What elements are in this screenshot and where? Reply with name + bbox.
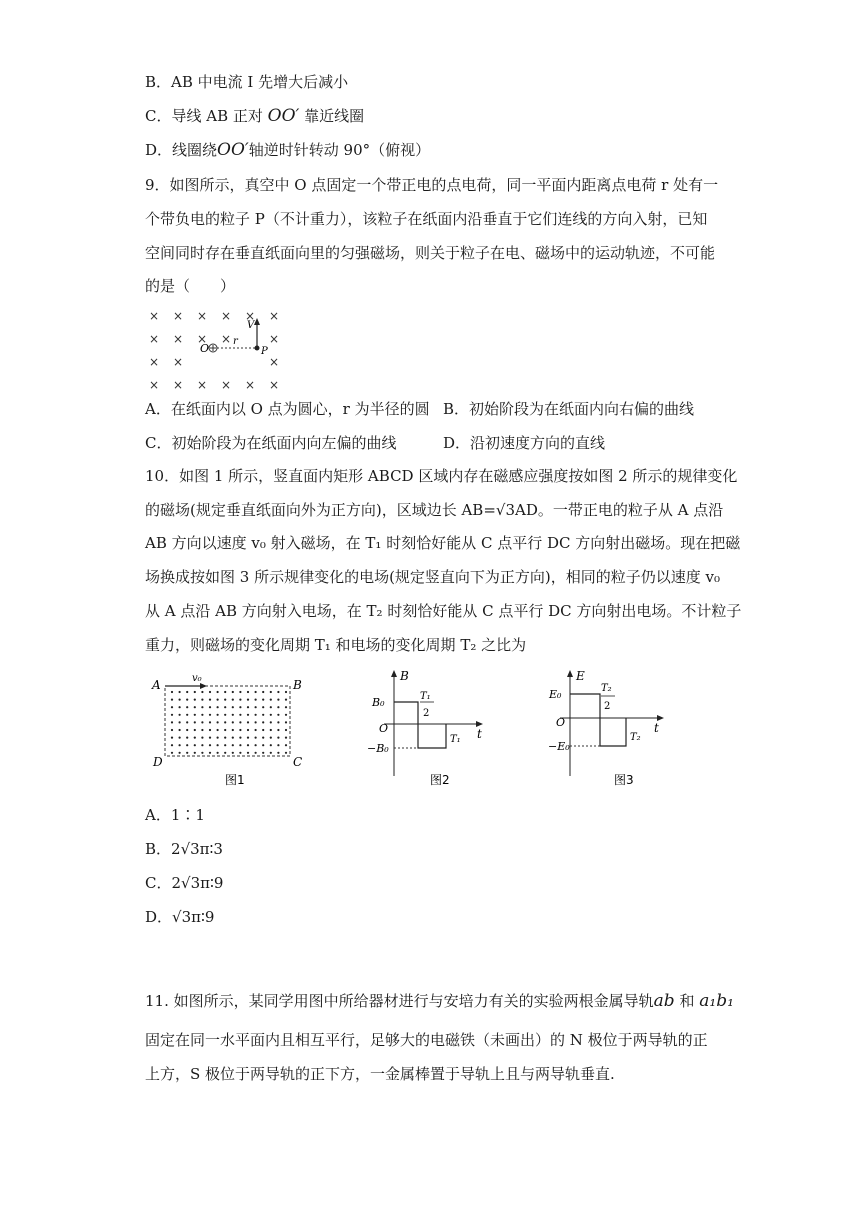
field-dot bbox=[224, 737, 226, 739]
field-dot bbox=[270, 721, 272, 723]
field-cross-mark: × bbox=[269, 332, 280, 346]
field-dot bbox=[171, 699, 173, 701]
field-dot bbox=[186, 729, 188, 731]
field-cross-mark: × bbox=[245, 378, 256, 392]
field-dot bbox=[194, 721, 196, 723]
half-period-denominator: 2 bbox=[423, 708, 430, 719]
field-dot bbox=[232, 752, 234, 754]
q8-option-c: C．导线 AB 正对 OO′ 靠近线圈 bbox=[145, 106, 365, 126]
field-dot bbox=[209, 744, 211, 746]
field-dot bbox=[262, 729, 264, 731]
field-dot bbox=[171, 729, 173, 731]
q9-stem-line-3: 空间同时存在垂直纸面向里的匀强磁场，则关于粒子在电、磁场中的运动轨迹，不可能 bbox=[145, 244, 716, 262]
field-dot bbox=[201, 714, 203, 716]
label-A: A bbox=[152, 678, 161, 692]
field-dot bbox=[270, 744, 272, 746]
field-cross-mark: × bbox=[173, 378, 184, 392]
field-dot bbox=[255, 729, 257, 731]
label-r: r bbox=[233, 336, 238, 347]
field-dot bbox=[239, 737, 241, 739]
field-dot bbox=[201, 729, 203, 731]
field-dot bbox=[239, 729, 241, 731]
field-dot bbox=[255, 714, 257, 716]
axis-x-label: t bbox=[654, 721, 659, 735]
field-dot bbox=[262, 721, 264, 723]
field-dot bbox=[262, 691, 264, 693]
field-dot bbox=[171, 752, 173, 754]
q11-stem-line-3: 上方，S 极位于两导轨的正下方，一金属棒置于导轨上且与两导轨垂直. bbox=[145, 1065, 615, 1083]
field-dot bbox=[277, 752, 279, 754]
field-dot bbox=[194, 752, 196, 754]
field-dot bbox=[224, 706, 226, 708]
half-period-denominator: 2 bbox=[604, 701, 611, 712]
field-dot bbox=[217, 744, 219, 746]
label-v0: v₀ bbox=[192, 673, 202, 684]
q9-option-b: B．初始阶段为在纸面内向右偏的曲线 bbox=[443, 400, 695, 418]
field-dot bbox=[217, 706, 219, 708]
field-cross-mark: × bbox=[269, 378, 280, 392]
field-dot bbox=[217, 752, 219, 754]
field-dot bbox=[255, 744, 257, 746]
field-cross-mark: × bbox=[221, 309, 232, 323]
field-dot bbox=[217, 714, 219, 716]
field-cross-mark: × bbox=[221, 378, 232, 392]
origin-label: O bbox=[379, 722, 389, 735]
field-dot bbox=[239, 714, 241, 716]
caption-fig1: 图1 bbox=[225, 773, 245, 787]
field-cross-mark: × bbox=[149, 332, 160, 346]
q9-stem-line-2: 个带负电的粒子 P（不计重力），该粒子在纸面内沿垂直于它们连线的方向入射，已知 bbox=[145, 210, 708, 228]
field-dot bbox=[285, 691, 287, 693]
positive-pulse bbox=[570, 694, 600, 718]
field-dot bbox=[179, 691, 181, 693]
label-B: B bbox=[293, 678, 302, 692]
label-D: D bbox=[153, 755, 163, 769]
label-C: C bbox=[293, 755, 303, 769]
field-dot bbox=[255, 691, 257, 693]
field-dot bbox=[171, 714, 173, 716]
field-dot bbox=[262, 744, 264, 746]
field-dot bbox=[239, 691, 241, 693]
full-period-label: T₂ bbox=[630, 732, 641, 743]
q9-option-a: A．在纸面内以 O 点为圆心，r 为半径的圆 bbox=[145, 400, 430, 418]
field-dot bbox=[232, 699, 234, 701]
field-dot bbox=[247, 752, 249, 754]
q9-option-d: D．沿初速度方向的直线 bbox=[443, 434, 606, 452]
field-dot bbox=[186, 737, 188, 739]
field-dot bbox=[232, 691, 234, 693]
q10-figure-3 bbox=[548, 666, 673, 790]
field-dot bbox=[171, 744, 173, 746]
field-dot bbox=[262, 699, 264, 701]
field-dot bbox=[201, 699, 203, 701]
field-dot bbox=[285, 752, 287, 754]
field-cross-mark: × bbox=[197, 378, 208, 392]
field-cross-mark: × bbox=[221, 332, 232, 346]
field-dot bbox=[194, 737, 196, 739]
field-dot bbox=[194, 714, 196, 716]
field-dot bbox=[179, 721, 181, 723]
field-dot bbox=[285, 699, 287, 701]
field-dot bbox=[224, 744, 226, 746]
field-dot bbox=[209, 721, 211, 723]
field-dot bbox=[194, 729, 196, 731]
neg-value-label: −E₀ bbox=[548, 740, 570, 753]
field-dot bbox=[247, 691, 249, 693]
field-dot bbox=[255, 737, 257, 739]
q9-figure-magnetic-field bbox=[143, 302, 283, 394]
label-V: V bbox=[247, 320, 255, 331]
axis-y-label: E bbox=[576, 669, 585, 683]
q10-stem-line-3: AB 方向以速度 v₀ 射入磁场，在 T₁ 时刻恰好能从 C 点平行 DC 方向射出磁场。现在把磁 bbox=[145, 534, 741, 552]
field-cross-mark: × bbox=[173, 332, 184, 346]
field-dot bbox=[179, 744, 181, 746]
field-dot bbox=[186, 706, 188, 708]
q9-stem-line-1: 9．如图所示，真空中 O 点固定一个带正电的点电荷，同一平面内距离点电荷 r 处有一 bbox=[145, 176, 719, 194]
field-dot bbox=[277, 721, 279, 723]
field-dot bbox=[255, 706, 257, 708]
field-dot bbox=[186, 744, 188, 746]
field-dot bbox=[285, 706, 287, 708]
q10-stem-line-5: 从 A 点沿 AB 方向射入电场，在 T₂ 时刻恰好能从 C 点平行 DC 方向射出电场。不计粒子 bbox=[145, 602, 742, 620]
field-dot bbox=[277, 744, 279, 746]
field-dot bbox=[179, 699, 181, 701]
field-dot bbox=[201, 737, 203, 739]
field-dot bbox=[201, 721, 203, 723]
field-dot bbox=[224, 752, 226, 754]
field-dot bbox=[186, 714, 188, 716]
field-dot bbox=[194, 706, 196, 708]
field-dot bbox=[232, 714, 234, 716]
particle-p-dot bbox=[255, 346, 260, 351]
label-O: O bbox=[200, 342, 210, 355]
field-dot bbox=[239, 721, 241, 723]
field-cross-mark: × bbox=[173, 309, 184, 323]
field-dot bbox=[217, 721, 219, 723]
field-dot bbox=[239, 699, 241, 701]
field-dot bbox=[239, 752, 241, 754]
field-dot bbox=[201, 752, 203, 754]
field-dot bbox=[194, 691, 196, 693]
field-dot bbox=[255, 699, 257, 701]
field-dot bbox=[247, 744, 249, 746]
field-dot bbox=[201, 744, 203, 746]
axis-x-label: t bbox=[477, 727, 482, 741]
field-dot bbox=[186, 752, 188, 754]
field-cross-mark: × bbox=[149, 355, 160, 369]
field-dot bbox=[209, 699, 211, 701]
field-dot bbox=[285, 714, 287, 716]
pos-value-label: B₀ bbox=[372, 696, 385, 709]
field-dot bbox=[232, 737, 234, 739]
field-dot bbox=[179, 706, 181, 708]
field-dot bbox=[194, 699, 196, 701]
q10-option-a: A．1∶1 bbox=[145, 806, 205, 824]
field-dot bbox=[201, 706, 203, 708]
field-dot bbox=[277, 729, 279, 731]
field-dot bbox=[285, 729, 287, 731]
field-dot bbox=[224, 721, 226, 723]
field-dot bbox=[247, 699, 249, 701]
negative-pulse bbox=[600, 718, 626, 746]
field-dot bbox=[209, 737, 211, 739]
half-period-numerator: T₁ bbox=[420, 691, 431, 702]
negative-pulse bbox=[418, 724, 446, 748]
field-dot bbox=[277, 691, 279, 693]
field-dot bbox=[270, 737, 272, 739]
q10-figure-2 bbox=[364, 666, 489, 790]
field-dot bbox=[209, 706, 211, 708]
q8-option-d: D．线圈绕OO′轴逆时针转动 90°（俯视） bbox=[145, 140, 431, 160]
field-dot bbox=[262, 737, 264, 739]
q11-stem-line-2: 固定在同一水平面内且相互平行，足够大的电磁铁（未画出）的 N 极位于两导轨的正 bbox=[145, 1031, 708, 1049]
field-dot bbox=[270, 752, 272, 754]
field-dot bbox=[262, 714, 264, 716]
field-dot bbox=[224, 729, 226, 731]
field-dot bbox=[247, 714, 249, 716]
q10-option-d: D．√3π∶9 bbox=[145, 908, 215, 926]
field-dot bbox=[217, 691, 219, 693]
field-dot bbox=[232, 729, 234, 731]
q8-option-b: B．AB 中电流 I 先增大后减小 bbox=[145, 73, 349, 91]
half-period-numerator: T₂ bbox=[601, 683, 612, 694]
q11-stem-line-1: 11. 如图所示，某同学用图中所给器材进行与安培力有关的实验两根金属导轨ab 和 a₁b₁ bbox=[145, 991, 734, 1011]
field-cross-mark: × bbox=[197, 332, 208, 346]
field-dot bbox=[270, 706, 272, 708]
field-dot bbox=[209, 729, 211, 731]
field-dot bbox=[255, 721, 257, 723]
field-cross-mark: × bbox=[173, 355, 184, 369]
positive-pulse bbox=[394, 702, 418, 724]
field-dot bbox=[194, 744, 196, 746]
field-dot bbox=[270, 714, 272, 716]
full-period-label: T₁ bbox=[450, 734, 461, 745]
field-cross-marks bbox=[149, 309, 279, 392]
field-dot bbox=[217, 737, 219, 739]
field-dot bbox=[247, 729, 249, 731]
q10-stem-line-4: 场换成按如图 3 所示规律变化的电场(规定竖直向下为正方向)，相同的粒子仍以速度 v₀ bbox=[145, 568, 721, 586]
field-cross-mark: × bbox=[269, 309, 280, 323]
field-dot bbox=[277, 737, 279, 739]
field-dot bbox=[262, 752, 264, 754]
field-dot bbox=[239, 706, 241, 708]
field-dot bbox=[201, 691, 203, 693]
field-dot bbox=[179, 729, 181, 731]
field-dot bbox=[232, 721, 234, 723]
axis-y-label: B bbox=[400, 669, 409, 683]
field-dot bbox=[209, 752, 211, 754]
label-P: P bbox=[261, 346, 268, 357]
field-dot bbox=[247, 737, 249, 739]
pos-value-label: E₀ bbox=[549, 688, 562, 701]
field-dot bbox=[232, 706, 234, 708]
field-dot bbox=[285, 721, 287, 723]
field-dot bbox=[285, 737, 287, 739]
field-dot bbox=[277, 706, 279, 708]
field-cross-mark: × bbox=[149, 309, 160, 323]
q9-stem-line-4: 的是（ ） bbox=[145, 277, 236, 295]
q9-option-c: C．初始阶段为在纸面内向左偏的曲线 bbox=[145, 434, 397, 452]
field-dot bbox=[277, 714, 279, 716]
field-dot bbox=[209, 714, 211, 716]
field-dot bbox=[179, 714, 181, 716]
field-dot bbox=[255, 752, 257, 754]
field-dot bbox=[270, 729, 272, 731]
field-dot bbox=[171, 721, 173, 723]
field-dots bbox=[171, 691, 287, 754]
q10-stem-line-2: 的磁场(规定垂直纸面向外为正方向)，区域边长 AB=√3AD。一带正电的粒子从 A 点沿 bbox=[145, 501, 724, 519]
field-dot bbox=[171, 737, 173, 739]
field-dot bbox=[239, 744, 241, 746]
q10-option-b: B．2√3π∶3 bbox=[145, 840, 223, 858]
field-cross-mark: × bbox=[269, 355, 280, 369]
field-dot bbox=[171, 691, 173, 693]
field-dot bbox=[186, 721, 188, 723]
field-dot bbox=[285, 744, 287, 746]
q10-figure-1 bbox=[145, 668, 310, 790]
caption-fig2: 图2 bbox=[430, 773, 450, 787]
field-dot bbox=[232, 744, 234, 746]
field-cross-mark: × bbox=[197, 309, 208, 323]
field-dot bbox=[270, 691, 272, 693]
field-dot bbox=[209, 691, 211, 693]
field-dot bbox=[262, 706, 264, 708]
field-dot bbox=[217, 729, 219, 731]
field-dot bbox=[247, 721, 249, 723]
field-dot bbox=[171, 706, 173, 708]
field-dot bbox=[224, 699, 226, 701]
field-dot bbox=[186, 699, 188, 701]
field-dot bbox=[179, 737, 181, 739]
field-dot bbox=[247, 706, 249, 708]
q10-option-c: C．2√3π∶9 bbox=[145, 874, 224, 892]
origin-label: O bbox=[556, 716, 566, 729]
field-dot bbox=[179, 752, 181, 754]
field-dot bbox=[224, 691, 226, 693]
neg-value-label: −B₀ bbox=[367, 742, 389, 755]
q10-stem-line-1: 10．如图 1 所示，竖直面内矩形 ABCD 区域内存在磁感应强度按如图 2 所示的规律变化 bbox=[145, 467, 738, 485]
field-dot bbox=[186, 691, 188, 693]
q10-stem-line-6: 重力，则磁场的变化周期 T₁ 和电场的变化周期 T₂ 之比为 bbox=[145, 636, 527, 654]
field-cross-mark: × bbox=[149, 378, 160, 392]
field-dot bbox=[270, 699, 272, 701]
field-dot bbox=[217, 699, 219, 701]
field-dot bbox=[224, 714, 226, 716]
field-cross-mark: × bbox=[245, 309, 256, 323]
field-dot bbox=[277, 699, 279, 701]
caption-fig3: 图3 bbox=[614, 773, 634, 787]
